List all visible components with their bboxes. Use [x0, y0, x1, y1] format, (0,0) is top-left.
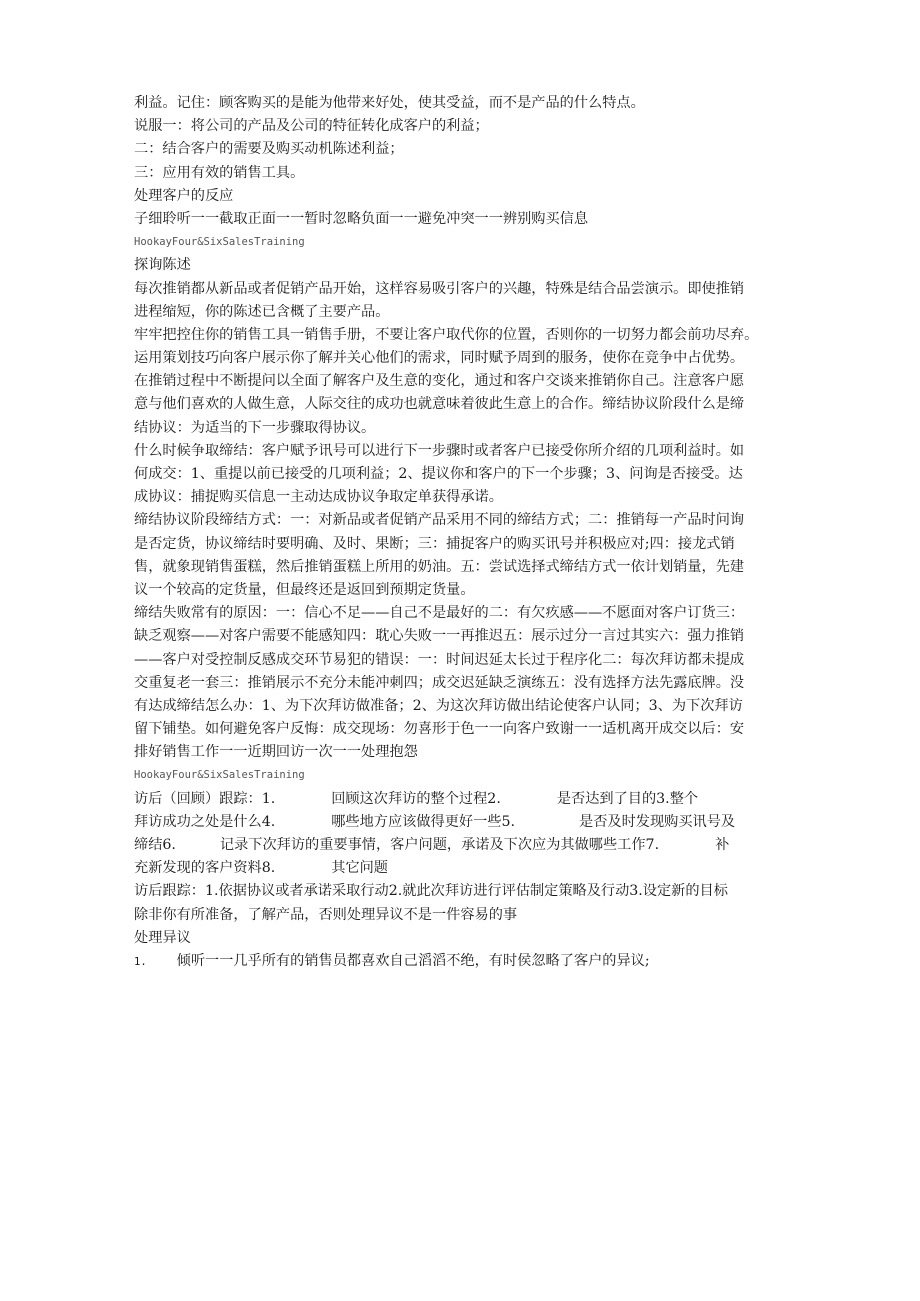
- follow-up-line-3: [134, 834, 806, 857]
- text-segment: 其它问题: [331, 860, 388, 877]
- text-segment: 记录下次拜访的重要事情，客户问题，承诺及下次应为其做哪些工作7.: [219, 837, 660, 853]
- text-segment: 是否及时发现购买讯号及: [579, 813, 736, 830]
- text-segment: 缔结6.: [134, 837, 176, 853]
- text-line: 进程缩短，你的陈述已含概了主要产品。: [134, 303, 390, 320]
- text-line: 议一个较高的定货量，但最终还是返回到预期定货量。: [134, 581, 475, 598]
- list-item: [134, 950, 806, 973]
- text-segment: 哪些地方应该做得更好一些5.: [331, 813, 516, 830]
- text-line: 缔结失败常有的原因：一：信心不足——自己不是最好的二：有欠疚感——不愿面对客户订货三：: [134, 605, 745, 622]
- document-body: [134, 92, 806, 973]
- text-line: 是否定货，协议缔结时要明确、及时、果断；三：捕捉客户的购买讯号并积极应对;四：接龙式销: [134, 535, 735, 552]
- text-line: 在推销过程中不断提问以全面了解客户及生意的变化，通过和客户交谈来推销你自己。注意客户愿: [134, 373, 745, 390]
- list-number: 1.: [134, 955, 147, 968]
- training-watermark: HookayFour&SixSalesTraining: [134, 769, 305, 782]
- text-segment: 补: [715, 837, 730, 853]
- text-line: 三：应用有效的销售工具。: [134, 164, 305, 181]
- text-line: 有达成缔结怎么办：1、为下次拜访做准备；2、为这次拜访做出结论使客户认同；3、为下次拜访: [134, 697, 743, 714]
- text-line: 牢牢把控住你的销售工具一销售手册，不要让客户取代你的位置，否则你的一切努力都会前功尽弃。: [134, 326, 759, 343]
- list-text: 倾听一一几乎所有的销售员都喜欢自己滔滔不绝，有时侯忽略了客户的异议;: [176, 952, 650, 969]
- training-watermark: HookayFour&SixSalesTraining: [134, 236, 305, 249]
- text-line: 子细聆听一一截取正面一一暂时忽略负面一一避免冲突一一辨别购买信息: [134, 210, 589, 227]
- text-line: 排好销售工作一一近期回访一次一一处理抱怨: [134, 744, 418, 761]
- text-line: 什么时候争取缔结：客户赋予讯号可以进行下一步骤时或者客户已接受你所介绍的几项利益时。如: [134, 442, 745, 459]
- text-line: 访后跟踪：1.依据协议或者承诺采取行动2.就此次拜访进行评估制定策略及行动3.设定新的目标: [134, 883, 728, 900]
- text-segment: 访后（回顾）跟踪：1.: [134, 790, 276, 807]
- text-segment: 拜访成功之处是什么4.: [134, 813, 276, 830]
- text-segment: 充新发现的客户资料8.: [134, 860, 276, 877]
- text-segment: 是否达到了目的3.整个: [556, 790, 699, 807]
- follow-up-line-1: [134, 788, 806, 811]
- text-line: 运用策划技巧向客户展示你了解并关心他们的需求，同时赋予周到的服务，使你在竞争中占优势。: [134, 350, 745, 367]
- text-line: 缺乏观察——对客户需要不能感知四：耽心失败一一再推迟五：展示过分一言过其实六：强力推销: [134, 628, 745, 645]
- text-segment: 回顾这次拜访的整个过程2.: [331, 790, 501, 807]
- text-line: 交重复老一套三：推销展示不充分未能冲刺四；成交迟延缺乏演练五：没有选择方法先露底牌。没: [134, 674, 745, 691]
- text-line: 意与他们喜欢的人做生意，人际交往的成功也就意味着彼此生意上的合作。缔结协议阶段什么是缔: [134, 396, 745, 413]
- text-line: 二：结合客户的需要及购买动机陈述利益；: [134, 141, 404, 158]
- text-line: 售，就象现销售蛋糕，然后推销蛋糕上所用的奶油。五：尝试选择式缔结方式一依计划销量，先建: [134, 558, 745, 575]
- text-line: 何成交：1、重提以前已接受的几项利益；2、提议你和客户的下一个步骤；3、问询是否接受。达: [134, 466, 743, 482]
- text-line: 说服一：将公司的产品及公司的特征转化成客户的利益；: [134, 118, 489, 135]
- text-line: 缔结协议阶段缔结方式：一：对新品或者促销产品采用不同的缔结方式；二：推销每一产品时问询: [134, 512, 745, 529]
- text-line: 每次推销都从新品或者促销产品开始，这样容易吸引客户的兴趣，特殊是结合品尝演示。即使推销: [134, 280, 745, 297]
- follow-up-line-2: [134, 811, 806, 834]
- text-line: 利益。记住：顾客购买的是能为他带来好处，使其受益，而不是产品的什么特点。: [134, 95, 645, 111]
- text-line: 成协议：捕捉购买信息一主动达成协议争取定单获得承诺。: [134, 489, 503, 506]
- text-line: 留下铺垫。如何避免客户反悔：成交现场：勿喜形于色一一向客户致谢一一适机离开成交以后：安: [134, 721, 745, 738]
- text-line: ——客户对受控制反感成交环节易犯的错误：一：时间迟延太长过于程序化二：每次拜访都未提成: [134, 651, 745, 668]
- section-heading: 处理客户的反应: [134, 187, 234, 204]
- text-line: 结协议：为适当的下一步骤取得协议。: [134, 419, 376, 436]
- section-heading: 处理异议: [134, 929, 191, 946]
- section-heading: 探询陈述: [134, 257, 191, 274]
- follow-up-line-4: [134, 857, 806, 880]
- text-line: 除非你有所准备，了解产品，否则处理异议不是一件容易的事: [134, 906, 518, 923]
